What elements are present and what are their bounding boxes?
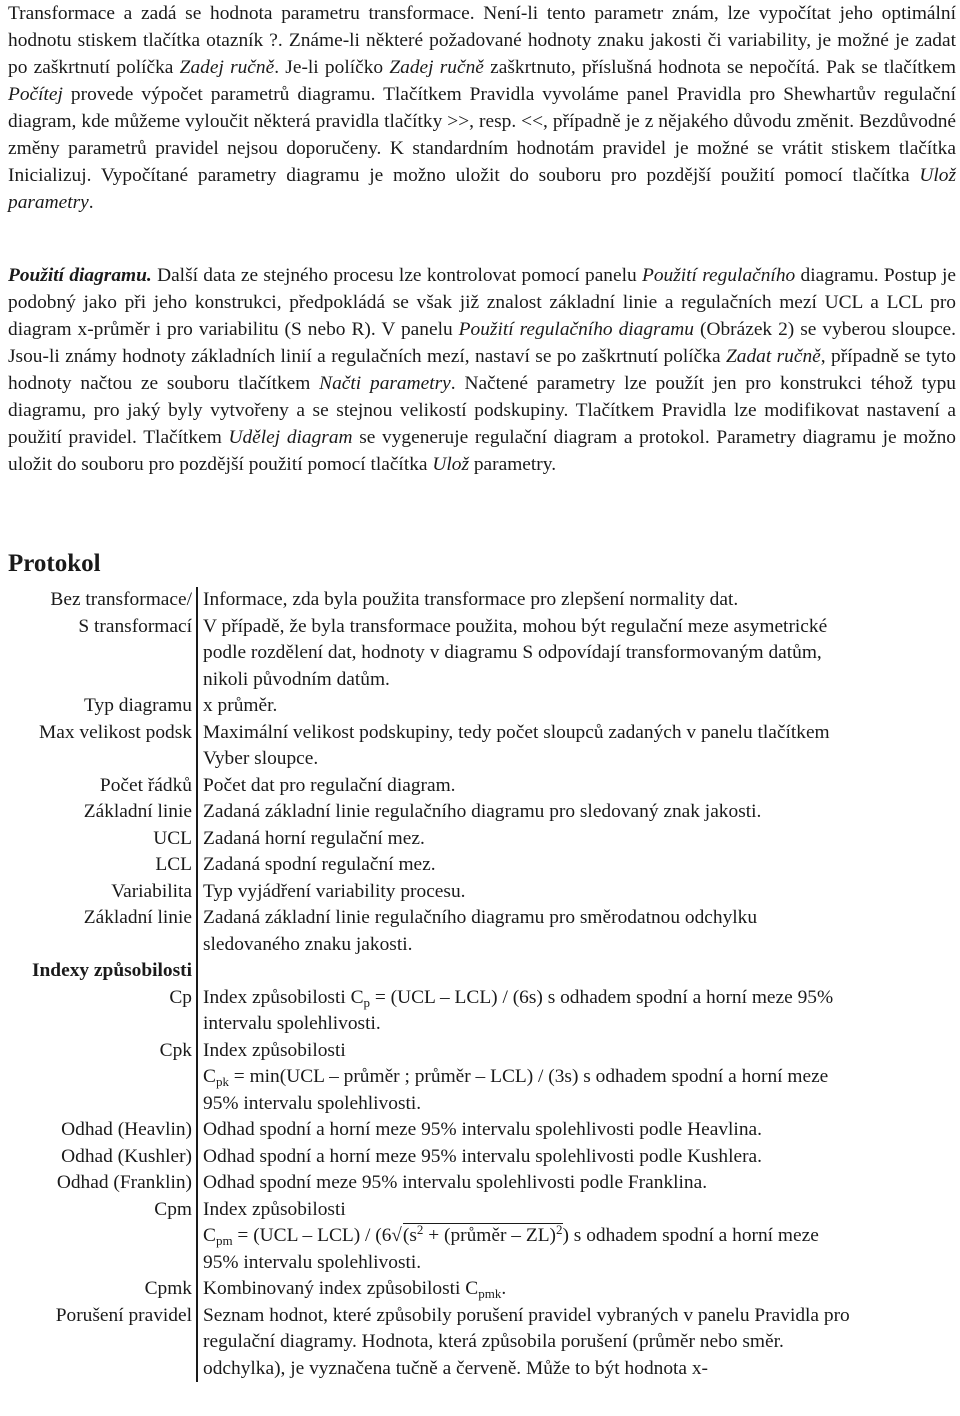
table-row bbox=[0, 614, 853, 694]
row-key: Variabilita bbox=[0, 879, 197, 906]
table-row-cpmk: Cpmk Kombinovaný index způsobilosti $C_{pmk}$. bbox=[0, 1276, 853, 1303]
table-row-cpm: Cpm Index způsobilosti $C_{pm} = (UCL - LCL) / (6√(s^2$ + (průměr – ZL)$^2$) s odhadem spodní a horní meze 95% intervalu spolehlivosti. bbox=[0, 1197, 853, 1277]
table-row bbox=[0, 905, 853, 958]
table-row bbox=[0, 826, 853, 853]
row-value: Typ vyjádření variability procesu. bbox=[203, 880, 466, 902]
row-key: LCL bbox=[0, 852, 197, 879]
row-value: Počet dat pro regulační diagram. bbox=[203, 774, 456, 796]
row-key: Bez transformace/ bbox=[0, 587, 197, 614]
table-row bbox=[0, 879, 853, 906]
table-row bbox=[0, 799, 853, 826]
row-value: Zadaná spodní regulační mez. bbox=[203, 854, 436, 875]
protocol-heading: Protokol bbox=[8, 550, 101, 577]
table-row-cp: Cp Index způsobilosti $C_p = (UCL - LCL) / (6s)$ s odhadem spodní a horní meze 95% intervalu spolehlivosti. bbox=[0, 985, 853, 1038]
square-root-icon: √ bbox=[391, 1225, 402, 1246]
table-row bbox=[0, 1117, 853, 1144]
row-key: Základní linie bbox=[0, 905, 197, 958]
row-value: V případě, že byla transformace použita, mohou být regulační meze asymetrické podle rozdělení dat, hodnoty v diagramu S odpovídají transformovaným datům, nikoli původním datům. bbox=[203, 615, 828, 690]
table-row-cpk: Cpk Index způsobilosti $C_{pk} = \min(UCL$ – průměr ; průměr – LCL) / (3s) s odhadem spodní a horní meze 95% intervalu spolehlivosti. bbox=[0, 1038, 853, 1118]
row-value: x průměr. bbox=[203, 695, 278, 716]
usage-heading: Použití diagramu. bbox=[8, 265, 152, 286]
row-value: Odhad spodní a horní meze 95% intervalu spolehlivosti podle Heavlina. bbox=[203, 1119, 762, 1140]
protocol-table bbox=[0, 587, 853, 1382]
table-row bbox=[0, 958, 853, 985]
row-value: Zadaná základní linie regulačního diagramu pro směrodatnou odchylku sledovaného znaku jakosti. bbox=[203, 907, 758, 955]
row-key: Max velikost podsk bbox=[0, 720, 197, 773]
row-key: S transformací bbox=[0, 614, 197, 694]
usage-paragraph: Použití diagramu. Další data ze stejného procesu lze kontrolovat pomocí panelu Použití regulačního diagramu. Postup je podobný jako při jeho konstrukci, předpokládá se však již znalost základní linie a regulačních mezí UCL a LCL pro diagram x-průměr i pro variabilitu (S nebo R). V panelu Použití regulačního diagramu (Obrázek 2) se vyberou sloupce. Jsou-li známy hodnoty základních linií a regulačních mezí, nastaví se po zaškrtnutí políčka Zadat ručně, případně se tyto hodnoty načtou ze souboru tlačítkem Načti parametry. Načtené parametry lze použít jen pro konstrukci téhož typu diagramu, pro jaký byly vytvořeny a se stejnou velikostí podskupiny. Tlačítkem Pravidla lze modifikovat nastavení a použití pravidel. Tlačítkem Udělej diagram se vygeneruje regulační diagram a protokol. Parametry diagramu je možno uložit do souboru pro pozdější použití pomocí tlačítka Ulož parametry. bbox=[8, 265, 957, 475]
table-row bbox=[0, 587, 853, 614]
intro-paragraph: Transformace a zadá se hodnota parametru transformace. Není-li tento parametr znám, lze vypočítat jeho optimální hodnotu stiskem tlačítka otazník ?. Známe-li některé požadované hodnoty znaku jakosti či variability, je možné je zadat po zaškrtnutí políčka Zadej ručně. Je-li políčko Zadej ručně zaškrtnuto, příslušná hodnota se nepočítá. Pak se tlačítkem Počítej provede výpočet parametrů diagramu. Tlačítkem Pravidla vyvoláme panel Pravidla pro Shewhartův regulační diagram, kde můžeme vyloučit některá pravidla tlačítky >>, resp. <<, případně je z nějakého důvodu změnit. Bezdůvodné změny parametrů pravidel nejsou doporučeny. K standardním hodnotám pravidel je možné se vrátit stiskem tlačítka Inicializuj. Vypočítané parametry diagramu je možno uložit do souboru pro pozdější použití pomocí tlačítka Ulož parametry. bbox=[8, 3, 956, 213]
row-key: Základní linie bbox=[0, 799, 197, 826]
row-key: Počet řádků bbox=[0, 773, 197, 800]
row-value: Zadaná horní regulační mez. bbox=[203, 827, 425, 849]
table-row-poruseni: Porušení pravidel Seznam hodnot, které způsobily porušení pravidel vybraných v panelu Pravidla pro regulační diagramy. Hodnota, která způsobila porušení (průměr nebo směr. odchylka), je vyznačena tučně a červeně. Může to být hodnota x- bbox=[0, 1303, 853, 1383]
row-value: Zadaná základní linie regulačního diagramu pro sledovaný znak jakosti. bbox=[203, 801, 762, 822]
row-key: Odhad (Kushler) bbox=[0, 1144, 197, 1171]
row-key: Odhad (Heavlin) bbox=[0, 1117, 197, 1144]
row-value: Odhad spodní a horní meze 95% intervalu spolehlivosti podle Kushlera. bbox=[203, 1145, 762, 1167]
row-value: Odhad spodní meze 95% intervalu spolehlivosti podle Franklina. bbox=[203, 1172, 708, 1193]
table-row bbox=[0, 720, 853, 773]
row-key: UCL bbox=[0, 826, 197, 853]
table-row bbox=[0, 1170, 853, 1197]
table-row bbox=[0, 693, 853, 720]
table-row bbox=[0, 852, 853, 879]
table-row bbox=[0, 773, 853, 800]
row-value: Maximální velikost podskupiny, tedy počet sloupců zadaných v panelu tlačítkem Vyber sloupce. bbox=[203, 721, 830, 769]
row-key: Typ diagramu bbox=[0, 693, 197, 720]
row-value: Informace, zda byla použita transformace pro zlepšení normality dat. bbox=[203, 589, 739, 610]
table-row bbox=[0, 1144, 853, 1171]
indexy-label: Indexy způsobilosti bbox=[0, 958, 197, 985]
row-key: Odhad (Franklin) bbox=[0, 1170, 197, 1197]
